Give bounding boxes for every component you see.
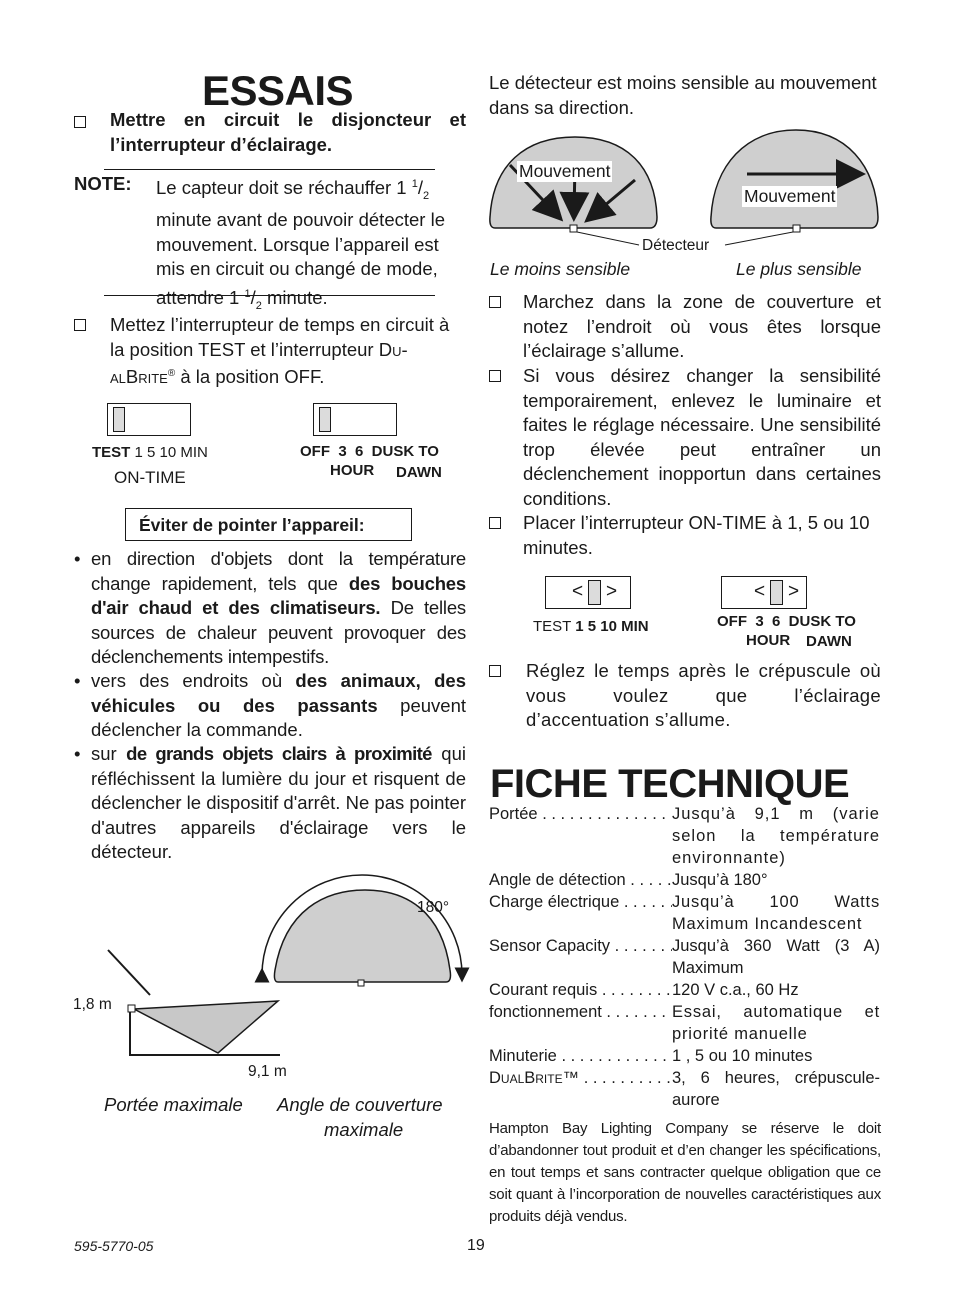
more-sensitive-label: Le plus sensible	[736, 259, 862, 279]
on-time-switch	[107, 403, 191, 436]
detecteur-label: Détecteur	[642, 237, 710, 254]
note-rule-top	[104, 169, 435, 170]
sensitivity-intro: Le détecteur est moins sensible au mouvement dans sa direction.	[489, 72, 877, 118]
section-title-fiche: FICHE TECHNIQUE	[490, 762, 850, 806]
dualbrite-dawn: DAWN	[396, 464, 442, 481]
step-5	[489, 511, 881, 560]
dualbrite-scale-2: OFF 3 6 DUSK TO	[717, 613, 856, 630]
on-time-switch-2: < >	[545, 576, 631, 609]
on-time-label: ON-TIME	[114, 468, 186, 487]
note-text: Le capteur doit se réchauffer 1 $^1/_2$ minute avant de pouvoir détecter le mouvement. Lorsque l’appareil est mis en circuit ou changé de mode, attendre 1 $^1/_2$ minute.	[156, 177, 445, 312]
checkbox-icon	[74, 116, 86, 128]
dome-sensor	[358, 980, 364, 986]
bullet-2: • vers des endroits où des animaux, des véhicules ou des passants peuvent déclencher la commande.	[74, 670, 467, 740]
caption-angle: Angle de couverture maximale	[277, 1094, 443, 1140]
coverage-wedge	[134, 1001, 278, 1053]
step-2	[74, 313, 466, 390]
dualbrite-switch	[313, 403, 397, 436]
step-1	[74, 108, 466, 157]
dome-more-sensitive	[711, 130, 878, 228]
dualbrite-hour: HOUR	[330, 462, 375, 479]
dualbrite-scale: OFF 3 6 DUSK TO	[300, 443, 439, 460]
avoid-box	[125, 508, 412, 541]
switch-knob	[588, 580, 601, 605]
step-2-text: Mettez l’interrupteur de temps en circuit à la position TEST et l’interrupteur Du-alBrite® à la position OFF.	[110, 314, 450, 388]
mouvement-label-2: Mouvement	[744, 186, 836, 206]
step-4-text: Si vous désirez changer la sensibilité temporairement, enlevez le luminaire et faites le réglage nécessaire. Une sensibilité trop élevée peut entraîner un déclenchement inopportun dans certaines conditions.	[523, 365, 881, 509]
switch-knob	[319, 407, 331, 432]
document-code: 595-5770-05	[74, 1238, 154, 1254]
checkbox-icon	[489, 665, 501, 677]
step-5-text: Placer l’interrupteur ON-TIME à 1, 5 ou 10 minutes.	[523, 512, 870, 558]
page-number: 19	[467, 1237, 485, 1254]
diagram-angle-label: 180°	[417, 899, 450, 916]
checkbox-icon	[489, 296, 501, 308]
diagram-height-label: 1,8 m	[73, 996, 112, 1013]
bullet-3: • sur de grands objets clairs à proximité qui réfléchissent la lumière du jour et risquent de déclencher le dispositif d'arrêt. Ne pas pointer d'autres appareils d'éclairage vers le détecteur.	[74, 743, 466, 862]
spec-row: Courant requis . . . 120 V c.a., 60 Hz	[489, 979, 881, 1001]
spec-row: Portée . . . Jusqu’à 9,1 m (varie selon la température environnante)	[489, 803, 881, 869]
spec-table	[489, 803, 881, 1113]
step-6	[489, 659, 881, 733]
checkbox-icon	[489, 370, 501, 382]
diagram-range-label: 9,1 m	[248, 1063, 287, 1080]
note-rule-bottom	[104, 295, 435, 296]
on-time-scale-2: TEST 1 5 10 MIN	[533, 618, 649, 635]
on-time-scale: TEST 1 5 10 MIN	[92, 444, 208, 461]
step-1-text: Mettre en circuit le disjoncteur et l’interrupteur d’éclairage.	[110, 109, 466, 155]
wall-line	[108, 950, 150, 995]
avoid-title: Éviter de pointer l’appareil:	[139, 515, 365, 535]
spec-row: Minuterie . . . 1 , 5 ou 10 minutes	[489, 1045, 881, 1067]
checkbox-icon	[74, 319, 86, 331]
range-sensor	[128, 1005, 135, 1012]
step-3-text: Marchez dans la zone de couverture et notez l’endroit où vous êtes lorsque l’éclairage s’allume.	[523, 291, 881, 361]
less-sensitive-label: Le moins sensible	[490, 259, 631, 279]
switch-knob	[113, 407, 125, 432]
section-title-essais: ESSAIS	[202, 67, 354, 114]
dualbrite-switch-2: < >	[721, 576, 807, 609]
spec-row: fonctionnement . . . Essai, automatique et priorité manuelle	[489, 1001, 881, 1045]
dualbrite-hour-2: HOUR	[746, 632, 791, 649]
step-3	[489, 290, 881, 364]
spec-row: Sensor Capacity . . . Jusqu’à 360 Watt (3 A) Maximum	[489, 935, 881, 979]
disclaimer: Hampton Bay Lighting Company se réserve le doit d’abandonner tout produit et d’en changer les spécifications, en tout temps et sans contracter quelque obligation que ce soit quant à l’incorporation de nouvelles caractéristiques aux produits déjà vendus.	[489, 1120, 881, 1225]
dualbrite-dawn-2: DAWN	[806, 633, 852, 650]
step-4	[489, 364, 881, 511]
checkbox-icon	[489, 517, 501, 529]
step-6-text: Réglez le temps après le crépuscule où vous voulez que l’éclairage d’accentuation s’allume.	[526, 660, 881, 730]
note-label: NOTE:	[74, 173, 132, 194]
spec-row: Angle de détection . . . Jusqu’à 180°	[489, 869, 881, 891]
caption-range: Portée maximale	[104, 1094, 243, 1115]
mouvement-label-1: Mouvement	[519, 161, 611, 181]
switch-knob	[770, 580, 783, 605]
bullet-1: • en direction d'objets dont la température change rapidement, tels que des bouches d'air chaud et des climatiseurs. De telles sources de chaleur peuvent provoquer des déclenchements intempestifs.	[74, 548, 466, 667]
spec-row: Charge électrique . . . Jusqu’à 100 Watts Maximum Incandescent	[489, 891, 881, 935]
spec-row: DualBrite™ . . . 3, 6 heures, crépuscule-aurore	[489, 1067, 881, 1111]
